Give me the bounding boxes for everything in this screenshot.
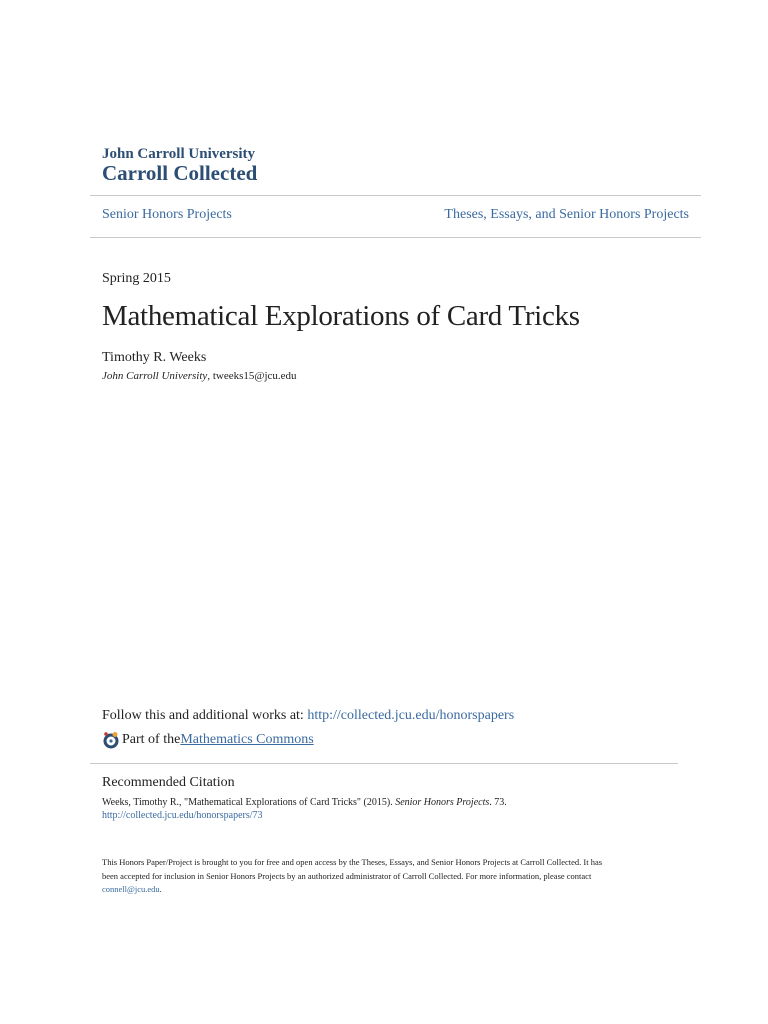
citation-text: [102, 796, 507, 809]
follow-label: Follow this and additional works at:: [102, 708, 308, 723]
citation-series: Senior Honors Projects: [395, 797, 490, 808]
theses-essays-link[interactable]: Theses, Essays, and Senior Honors Projects: [444, 207, 689, 222]
notice-end: .: [159, 884, 162, 894]
university-name: John Carroll University: [102, 146, 256, 162]
part-of-label: Part of the: [122, 732, 181, 747]
part-of-line: [102, 730, 314, 750]
top-divider: [90, 195, 701, 196]
citation-prefix: Weeks, Timothy R., "Mathematical Explorations of Card Tricks" (2015).: [102, 797, 396, 808]
nav-divider: [90, 237, 701, 238]
author-affiliation: [102, 369, 297, 383]
notice-line-2: been accepted for inclusion in Senior Honors Projects by an authorized administrator of Carroll Collected. For more information, please contact: [102, 870, 592, 881]
senior-honors-projects-link[interactable]: Senior Honors Projects: [102, 207, 232, 222]
citation-heading: Recommended Citation: [102, 775, 235, 790]
network-icon: [102, 731, 120, 749]
paper-title: Mathematical Explorations of Card Tricks: [102, 300, 580, 332]
author-name: Timothy R. Weeks: [102, 350, 207, 365]
citation-suffix: . 73.: [489, 797, 507, 808]
open-access-notice: [102, 856, 662, 897]
notice-line-3: [102, 883, 662, 897]
author-email: tweeks15@jcu.edu: [212, 370, 297, 382]
mathematics-commons-link[interactable]: Mathematics Commons: [180, 732, 314, 747]
citation-url-link[interactable]: http://collected.jcu.edu/honorspapers/73: [102, 810, 263, 821]
affiliation-name: John Carroll University: [102, 370, 208, 382]
affiliation-separator: ,: [207, 370, 213, 382]
follow-line: [102, 707, 514, 725]
notice-line-1: This Honors Paper/Project is brought to you for free and open access by the Theses, Essays, and Senior Honors Projects at Carroll Collected. It has: [102, 857, 603, 867]
follow-url-link[interactable]: http://collected.jcu.edu/honorspapers: [307, 708, 515, 723]
publication-date: Spring 2015: [102, 271, 171, 286]
contact-email-link[interactable]: connell@jcu.edu: [102, 884, 160, 894]
repository-name[interactable]: Carroll Collected: [102, 161, 258, 185]
citation-divider: [90, 763, 678, 764]
